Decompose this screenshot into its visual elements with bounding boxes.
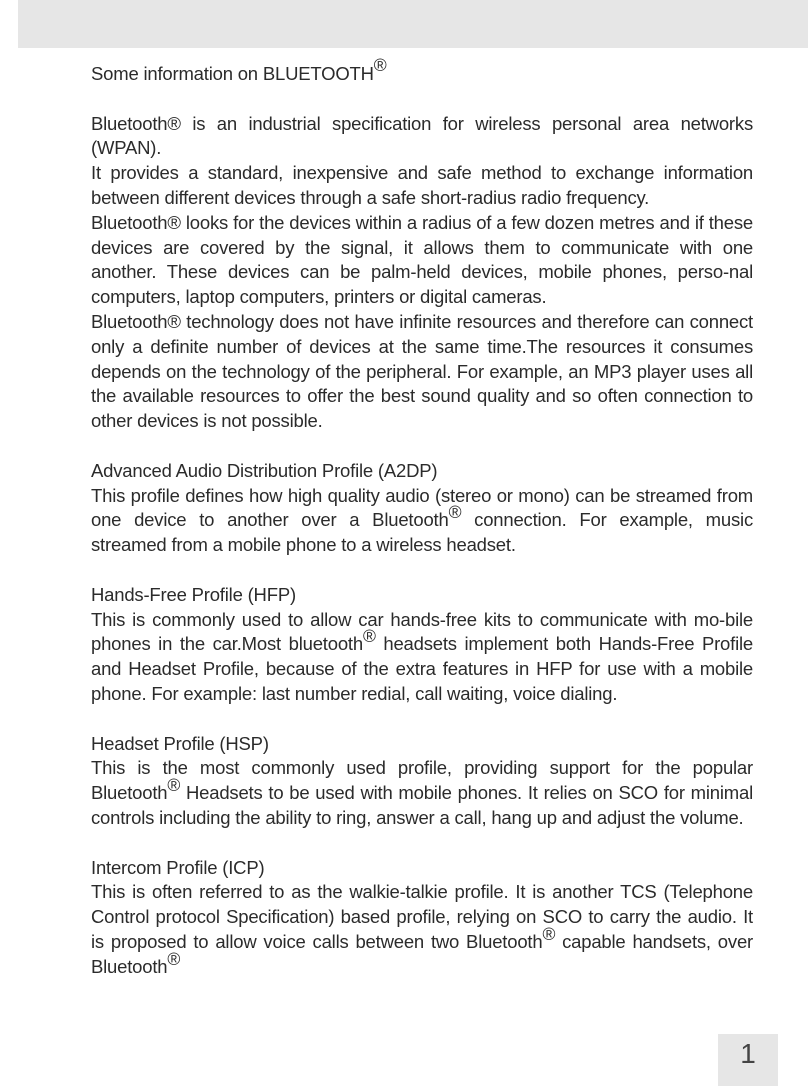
section-text-a2dp — [91, 484, 753, 558]
page-number-box — [718, 1034, 778, 1086]
section-text-hfp — [91, 608, 753, 707]
section-text-hsp-part2: Headsets to be used with mobile phones. It relies on SCO for minimal controls including the ability to ring, answer a call, hang up and adjust the volume. — [91, 782, 753, 828]
intro-paragraph-2: It provides a standard, inexpensive and safe method to exchange information between different devices through a safe short-radius radio frequency. — [91, 162, 753, 208]
registered-mark: ® — [167, 775, 181, 796]
section-text-a2dp-part2: connection. For example, music streamed from a mobile phone to a wireless headset. — [91, 509, 753, 556]
intro-paragraph-1: Bluetooth® is an industrial specification for wireless personal area networks (WPAN). — [91, 112, 753, 159]
section-text-hsp — [91, 756, 753, 830]
top-header-band — [18, 0, 808, 48]
registered-mark: ® — [542, 923, 556, 944]
registered-mark: ® — [167, 948, 181, 969]
page-number: 1 — [740, 1038, 756, 1069]
document-body — [91, 55, 753, 979]
page-title-text: Some information on BLUETOOTH — [91, 63, 374, 84]
section-text-hfp-part2: headsets implement both Hands-Free Profile and Headset Profile, because of the extra features in HFP for use with a mobile phone. For example: last number redial, call waiting, voice dialing. — [91, 633, 753, 704]
section-heading-icp: Intercom Profile (ICP) — [91, 856, 265, 878]
registered-mark: ® — [373, 55, 387, 76]
section-heading-a2dp: Advanced Audio Distribution Profile (A2DP) — [91, 459, 438, 481]
section-text-a2dp-part1: This profile defines how high quality audio (stereo or mono) can be streamed from one device to another over a Bluetooth — [91, 484, 753, 531]
section-text-icp-part1: This is often referred to as the walkie-talkie profile. It is another TCS (Telephone Control protocol Specification) based profile, relying on SCO to carry the audio. It is proposed to allow voice calls between two Bluetooth — [91, 881, 753, 952]
intro-paragraph-3: Bluetooth® looks for the devices within a radius of a few dozen metres and if these devices are covered by the signal, it allows them to communicate with one another. These devices can be palm-held devices, mobile phones, perso-nal computers, laptop computers, printers or digital cameras. — [91, 211, 753, 308]
section-text-hfp-part1: This is commonly used to allow car hands-free kits to communicate with mo-bile phones in the car.Most bluetooth — [91, 608, 753, 655]
section-heading-hfp: Hands-Free Profile (HFP) — [91, 583, 296, 605]
section-heading-hsp: Headset Profile (HSP) — [91, 732, 269, 754]
registered-mark: ® — [362, 626, 376, 647]
page-title — [91, 55, 753, 87]
intro-paragraph-4: Bluetooth® technology does not have infinite resources and therefore can connect only a definite number of devices at the same time.The resources it consumes depends on the technology of the peripheral. For example, an MP3 player uses all the available resources to offer the best sound quality and so often connection to other devices is not possible. — [91, 310, 753, 432]
section-text-hsp-part1: This is the most commonly used profile, providing support for the popular Bluetooth — [91, 757, 753, 804]
section-text-icp-part2: capable handsets, over Bluetooth — [91, 930, 753, 977]
registered-mark: ® — [448, 502, 462, 523]
section-text-icp — [91, 880, 753, 979]
